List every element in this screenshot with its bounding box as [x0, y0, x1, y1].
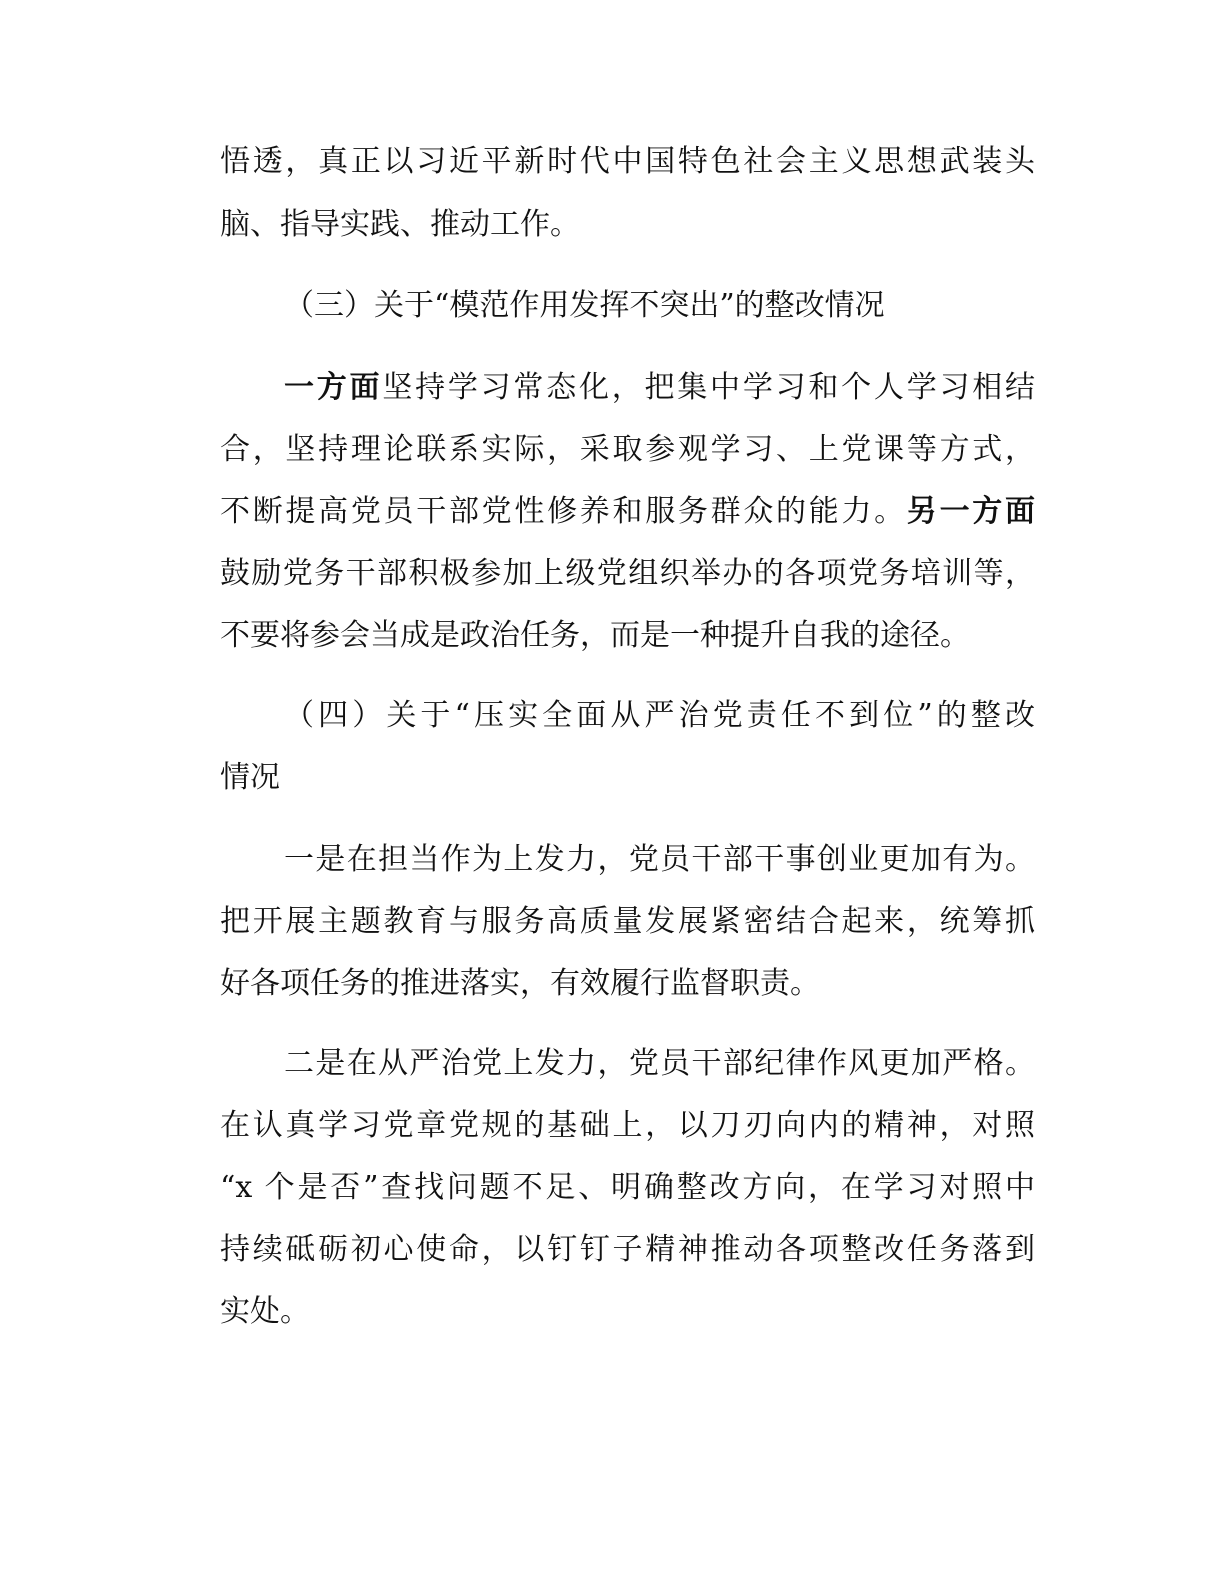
- paragraph-line: 合，坚持理论联系实际，采取参观学习、上党课等方式，: [220, 432, 1035, 467]
- line-text: 坚持学习常态化，把集中学习和个人学习相结: [382, 370, 1036, 405]
- paragraph-line: [284, 368, 1035, 408]
- paragraph-line: 不要将参会当成是政治任务，而是一种提升自我的途径。: [220, 618, 970, 653]
- paragraph-line: 好各项任务的推进落实，有效履行监督职责。: [220, 966, 820, 1001]
- paragraph-line: 鼓励党务干部积极参加上级党组织举办的各项党务培训等，: [220, 556, 1035, 591]
- paragraph-line: 脑、指导实践、推动工作。: [220, 207, 580, 242]
- section-heading: （三）关于“模范作用发挥不突出”的整改情况: [284, 288, 885, 323]
- paragraph-line: 持续砥砺初心使命，以钉钉子精神推动各项整改任务落到: [220, 1232, 1035, 1267]
- paragraph-line: 二是在从严治党上发力，党员干部纪律作风更加严格。: [284, 1046, 1035, 1081]
- paragraph-line: 悟透，真正以习近平新时代中国特色社会主义思想武装头: [220, 144, 1035, 179]
- section-heading: 情况: [220, 760, 280, 795]
- paragraph-line: 在认真学习党章党规的基础上，以刀刃向内的精神，对照: [220, 1108, 1035, 1143]
- paragraph-line: 把开展主题教育与服务高质量发展紧密结合起来，统筹抓: [220, 904, 1035, 939]
- paragraph-line: [220, 492, 1035, 532]
- section-heading: （四）关于“压实全面从严治党责任不到位”的整改: [284, 698, 1035, 733]
- bold-lead: 另一方面: [906, 494, 1035, 529]
- paragraph-line: “x 个是否”查找问题不足、明确整改方向，在学习对照中: [220, 1170, 1035, 1205]
- bold-lead: 一方面: [284, 370, 383, 405]
- line-text: 不断提高党员干部党性修养和服务群众的能力。: [220, 494, 907, 529]
- paragraph-line: 一是在担当作为上发力，党员干部干事创业更加有为。: [284, 842, 1035, 877]
- paragraph-line: 实处。: [220, 1294, 310, 1329]
